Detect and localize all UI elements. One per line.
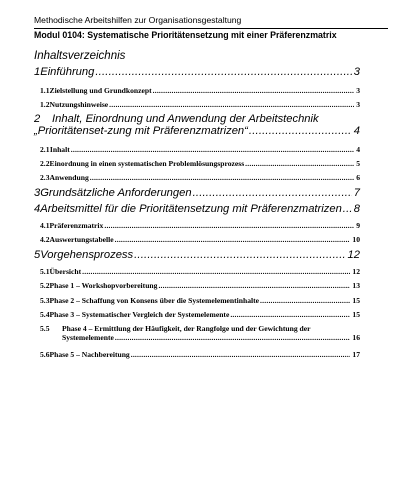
toc-leader	[249, 125, 352, 137]
toc-text: Arbeitsmittel für die Prioritätensetzung mit Präferenzmatrizen	[40, 203, 342, 215]
toc-title: Inhaltsverzeichnis	[34, 50, 126, 62]
toc-text: Einführung	[40, 66, 95, 78]
toc-leader	[134, 249, 345, 261]
toc-num: 4	[34, 203, 41, 215]
toc-num: 5.2	[40, 281, 50, 290]
toc-leader	[245, 159, 354, 168]
toc-leader	[131, 350, 351, 359]
toc-num: 5	[34, 249, 41, 261]
toc-page: 3	[356, 86, 360, 95]
toc-text: Zielstellung und Grundkonzept	[49, 86, 152, 95]
toc-num: 5.1	[40, 267, 50, 276]
toc-page: 4	[353, 125, 360, 137]
toc-text: Phase 5 – Nachbereitung	[49, 350, 130, 359]
toc-page: 3	[353, 66, 360, 78]
toc-leader	[230, 310, 350, 319]
toc-num: 5.6	[40, 350, 50, 359]
toc-text: Präferenzmatrix	[49, 221, 104, 230]
toc-page: 12	[347, 249, 360, 261]
toc-num: 1	[34, 66, 41, 78]
toc-num: 2	[34, 113, 41, 125]
toc-text: Anwendung	[49, 173, 89, 182]
toc-text-line2: „Prioritätenset-zung mit Präferenzmatrizen“	[34, 125, 248, 137]
toc-num: 3	[34, 187, 41, 199]
toc-leader	[158, 281, 350, 290]
toc-entry-2-3[interactable]	[34, 173, 360, 183]
toc-page: 9	[356, 221, 360, 230]
toc-leader	[115, 333, 351, 342]
toc-num: 2.1	[40, 145, 50, 154]
toc-text: Grundsätzliche Anforderungen	[40, 187, 192, 199]
toc-text: Phase 2 – Schaffung von Konsens über die Systemelementinhalte	[49, 296, 260, 305]
toc-page: 8	[353, 203, 360, 215]
toc-leader	[82, 267, 350, 276]
toc-leader	[109, 100, 354, 109]
toc-entry-4-2[interactable]	[34, 235, 360, 245]
toc-page: 7	[353, 187, 360, 199]
toc-num: 4.1	[40, 221, 50, 230]
toc-text: Auswertungstabelle	[49, 235, 114, 244]
toc-entry-5-1[interactable]	[34, 267, 360, 277]
toc-leader	[71, 145, 354, 154]
toc-entry-5-3[interactable]	[34, 296, 360, 306]
toc-text-line1: Phase 4 – Ermittlung der Häufigkeit, der Rangfolge und der Gewichtung der	[62, 324, 311, 333]
toc-text: Vorgehensprozess	[40, 249, 134, 261]
toc-page: 15	[352, 296, 360, 305]
toc-entry-4-1[interactable]	[34, 221, 360, 231]
toc-page: 13	[352, 281, 360, 290]
toc-entry-5-6[interactable]	[34, 350, 360, 360]
toc-num: 4.2	[40, 235, 50, 244]
series-title: Methodische Arbeitshilfen zur Organisationsgestaltung	[34, 15, 242, 25]
toc-page: 5	[356, 159, 360, 168]
toc-num: 5.3	[40, 296, 50, 305]
toc-text-line1: Inhalt, Einordnung und Anwendung der Arbeitstechnik	[52, 113, 319, 125]
toc-entry-4[interactable]	[34, 203, 360, 217]
toc-num: 2.3	[40, 173, 50, 182]
toc-leader	[153, 86, 355, 95]
toc-entry-5[interactable]	[34, 249, 360, 263]
toc-num: 5.5	[40, 324, 50, 333]
toc-text-line2: Systemelemente	[62, 333, 114, 342]
toc-text: Einordnung in einen systematischen Problemlösungsprozess	[49, 159, 245, 168]
toc-leader	[260, 296, 350, 305]
toc-entry-3[interactable]	[34, 187, 360, 201]
module-title: Modul 0104: Systematische Prioritätensetzung mit einer Präferenzmatrix	[34, 30, 337, 40]
toc-num: 1.1	[40, 86, 50, 95]
toc-entry-2-2[interactable]	[34, 159, 360, 169]
toc-entry-5-5[interactable]	[34, 324, 360, 342]
toc-entry-1-2[interactable]	[34, 100, 360, 110]
toc-text: Übersicht	[49, 267, 82, 276]
toc-leader	[90, 173, 354, 182]
toc-page: 10	[352, 235, 360, 244]
toc-page: 3	[356, 100, 360, 109]
toc-entry-1-1[interactable]	[34, 86, 360, 96]
toc-entry-5-4[interactable]	[34, 310, 360, 320]
toc-text: Nutzungshinweise	[49, 100, 109, 109]
toc-page: 15	[352, 310, 360, 319]
toc-leader	[343, 203, 352, 215]
toc-entry-2[interactable]	[34, 113, 360, 137]
toc-num: 1.2	[40, 100, 50, 109]
toc-page: 17	[352, 350, 360, 359]
toc-num: 5.4	[40, 310, 50, 319]
toc-page: 12	[352, 267, 360, 276]
toc-num: 2.2	[40, 159, 50, 168]
toc-leader	[104, 221, 354, 230]
toc-page: 4	[356, 145, 360, 154]
toc-leader	[95, 66, 351, 78]
header-rule	[34, 28, 388, 29]
toc-text: Inhalt	[49, 145, 70, 154]
toc-text: Phase 3 – Systematischer Vergleich der Systemelemente	[49, 310, 230, 319]
toc-page: 6	[356, 173, 360, 182]
toc-entry-5-2[interactable]	[34, 281, 360, 291]
toc-leader	[193, 187, 352, 199]
toc-entry-1[interactable]	[34, 66, 360, 80]
toc-page: 16	[352, 333, 360, 342]
toc-leader	[115, 235, 351, 244]
toc-entry-2-1[interactable]	[34, 145, 360, 155]
toc-text: Phase 1 – Workshopvorbereitung	[49, 281, 158, 290]
